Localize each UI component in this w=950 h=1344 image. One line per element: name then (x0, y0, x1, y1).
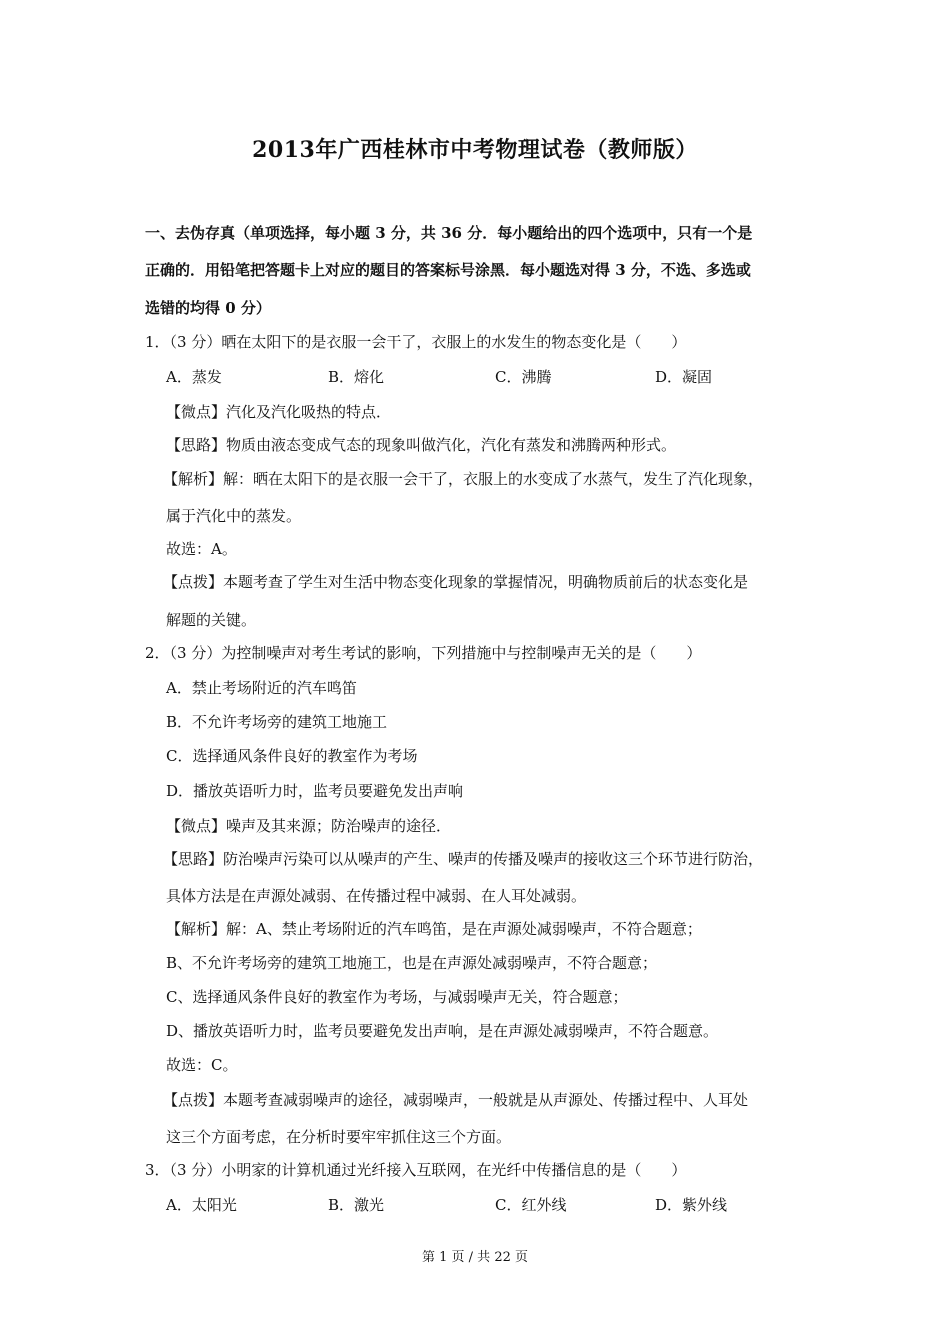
option-a: A．禁止考场附近的汽车鸣笛 (166, 679, 357, 697)
section-line-3: 选错的均得 0 分） (145, 299, 271, 317)
silu-line-2: 具体方法是在声源处减弱、在传播过程中减弱、在人耳处减弱。 (166, 887, 587, 905)
option-d: D．播放英语听力时，监考员要避免发出声响 (166, 782, 464, 800)
weidian: 【微点】噪声及其来源；防治噪声的途径． (166, 817, 452, 835)
option-b: B．不允许考场旁的建筑工地施工 (166, 713, 388, 731)
option-d: D．凝固 (655, 368, 713, 386)
option-b: B．熔化 (328, 368, 385, 386)
answer-choice: 故选：A。 (166, 540, 237, 558)
question-stem: 1．（3 分）晒在太阳下的是衣服一会干了，衣服上的水发生的物态变化是（ ） (145, 333, 687, 351)
page-title: 2013年广西桂林市中考物理试卷（教师版） (252, 137, 698, 163)
answer-choice: 故选：C。 (166, 1056, 238, 1074)
jiexi-line-2: B、不允许考场旁的建筑工地施工，也是在声源处减弱噪声，不符合题意； (166, 954, 658, 972)
option-d: D．紫外线 (655, 1196, 728, 1214)
question-stem: 2．（3 分）为控制噪声对考生考试的影响，下列措施中与控制噪声无关的是（ ） (145, 644, 702, 662)
section-line-2: 正确的．用铅笔把答题卡上对应的题目的答案标号涂黑．每小题选对得 3 分，不选、多选或 (145, 261, 751, 279)
silu: 【思路】物质由液态变成气态的现象叫做汽化，汽化有蒸发和沸腾两种形式。 (166, 436, 677, 454)
weidian: 【微点】汽化及汽化吸热的特点． (166, 403, 392, 421)
silu-line-1: 【思路】防治噪声污染可以从噪声的产生、噪声的传播及噪声的接收这三个环节进行防治， (163, 850, 764, 868)
jiexi-line-4: D、播放英语听力时，监考员要避免发出声响，是在声源处减弱噪声，不符合题意。 (166, 1022, 719, 1040)
option-c: C．沸腾 (495, 368, 552, 386)
section-line-1: 一、去伪存真（单项选择，每小题 3 分，共 36 分．每小题给出的四个选项中，只有一个是 (145, 224, 753, 242)
jiexi-line-1: 【解析】解：晒在太阳下的是衣服一会干了，衣服上的水变成了水蒸气，发生了汽化现象， (163, 470, 764, 488)
dianbo-line-2: 这三个方面考虑，在分析时要牢牢抓住这三个方面。 (166, 1128, 512, 1146)
jiexi-line-3: C、选择通风条件良好的教室作为考场，与减弱噪声无关，符合题意； (166, 988, 628, 1006)
jiexi-line-1: 【解析】解：A、禁止考场附近的汽车鸣笛，是在声源处减弱噪声，不符合题意； (166, 920, 702, 938)
dianbo-line-1: 【点拨】本题考查减弱噪声的途径，减弱噪声，一般就是从声源处、传播过程中、人耳处 (163, 1091, 749, 1109)
option-b: B．激光 (328, 1196, 385, 1214)
option-a: A．太阳光 (166, 1196, 237, 1214)
option-c: C．选择通风条件良好的教室作为考场 (166, 747, 418, 765)
page-footer: 第 1 页 / 共 22 页 (422, 1250, 528, 1265)
option-c: C．红外线 (495, 1196, 567, 1214)
question-stem: 3．（3 分）小明家的计算机通过光纤接入互联网，在光纤中传播信息的是（ ） (145, 1161, 687, 1179)
dianbo-line-1: 【点拨】本题考查了学生对生活中物态变化现象的掌握情况，明确物质前后的状态变化是 (163, 573, 749, 591)
dianbo-line-2: 解题的关键。 (166, 611, 257, 629)
jiexi-line-2: 属于汽化中的蒸发。 (166, 507, 302, 525)
option-a: A．蒸发 (166, 368, 222, 386)
